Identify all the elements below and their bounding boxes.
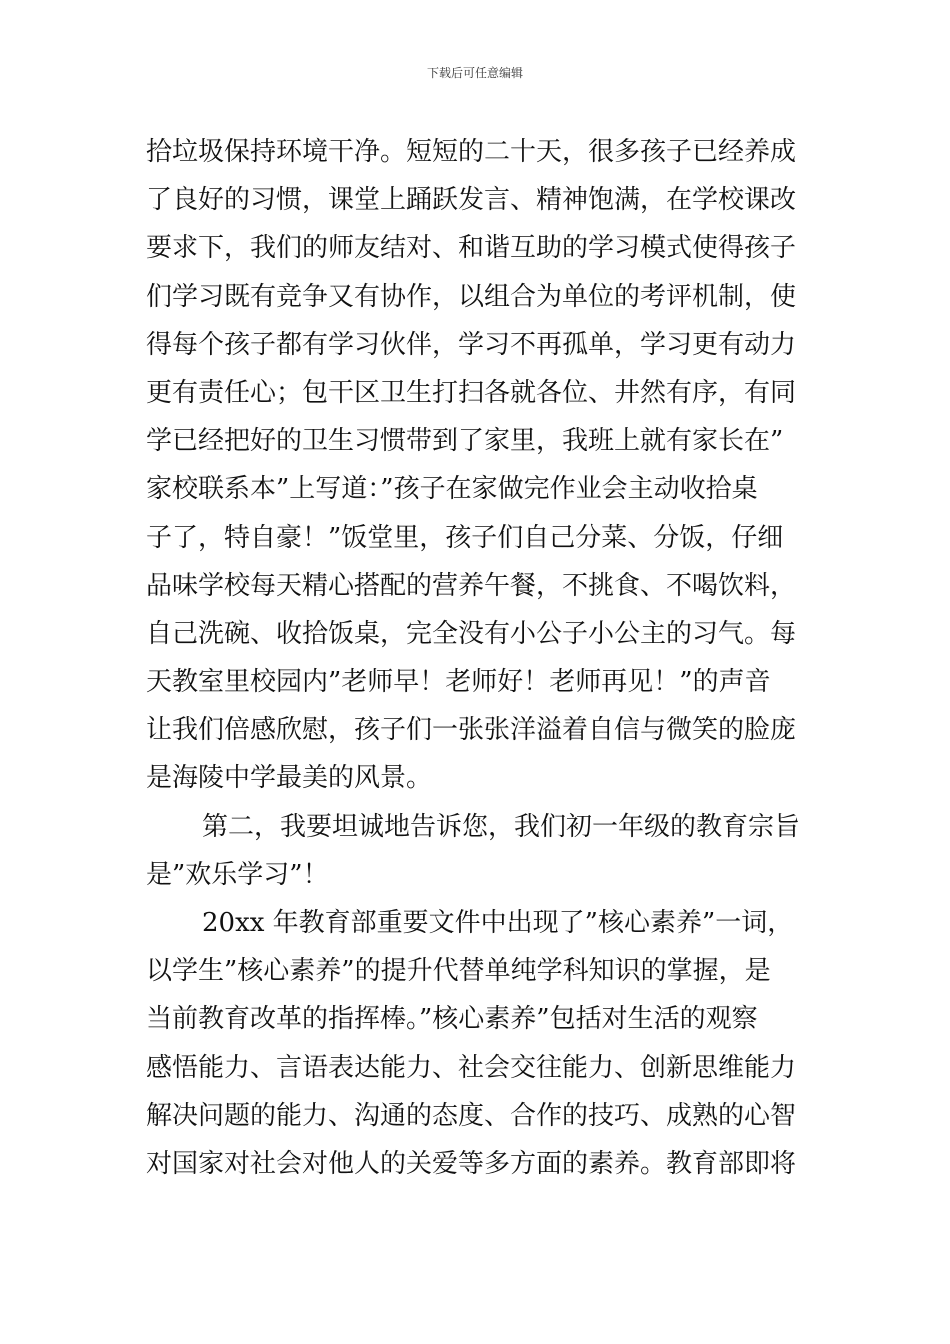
text-line: 要求下，我们的师友结对、和谐互助的学习模式使得孩子 [146, 233, 797, 264]
text-line: 家校联系本”上写道：”孩子在家做完作业会主动收拾桌 [146, 474, 758, 505]
text-line: 了良好的习惯，课堂上踊跃发言、精神饱满，在学校课改 [146, 185, 797, 216]
text-line: 以学生”核心素养”的提升代替单纯学科知识的掌握，是 [146, 956, 771, 987]
text-line: 是海陵中学最美的风景。 [146, 763, 433, 794]
text-line: 感悟能力、言语表达能力、社会交往能力、创新思维能力 [146, 1052, 797, 1083]
page-header: 下载后可任意编辑 [426, 66, 523, 80]
text-line: 当前教育改革的指挥棒。”核心素养”包括对生活的观察 [146, 1004, 758, 1035]
text-line: 得每个孩子都有学习伙伴，学习不再孤单，学习更有动力 [146, 329, 797, 360]
text-line: 解决问题的能力、沟通的态度、合作的技巧、成熟的心智 [146, 1100, 797, 1131]
text-line: 让我们倍感欣慰，孩子们一张张洋溢着自信与微笑的脸庞 [146, 715, 797, 746]
text-line: 更有责任心；包干区卫生打扫各就各位、井然有序，有同 [146, 377, 797, 408]
paragraph-start-line: 20xx 年教育部重要文件中出现了”核心素养”一词， [202, 908, 794, 938]
text-line: 是”欢乐学习”！ [146, 859, 329, 890]
paragraph-start-line: 第二，我要坦诚地告诉您，我们初一年级的教育宗旨 [202, 811, 801, 842]
document-body [146, 128, 811, 1188]
text-line: 天教室里校园内”老师早！老师好！老师再见！”的声音 [146, 667, 771, 698]
text-line: 子了，特自豪！”饭堂里，孩子们自己分菜、分饭，仔细 [146, 522, 784, 553]
text-line: 对国家对社会对他人的关爱等多方面的素养。教育部即将 [146, 1148, 797, 1179]
text-line: 自己洗碗、收拾饭桌，完全没有小公子小公主的习气。每 [146, 618, 797, 649]
text-line: 们学习既有竞争又有协作，以组合为单位的考评机制，使 [146, 281, 797, 312]
text-line: 学已经把好的卫生习惯带到了家里，我班上就有家长在” [146, 426, 784, 457]
text-line: 拾垃圾保持环境干净。短短的二十天，很多孩子已经养成 [146, 137, 797, 167]
text-line: 品味学校每天精心搭配的营养午餐，不挑食、不喝饮料， [146, 570, 797, 601]
